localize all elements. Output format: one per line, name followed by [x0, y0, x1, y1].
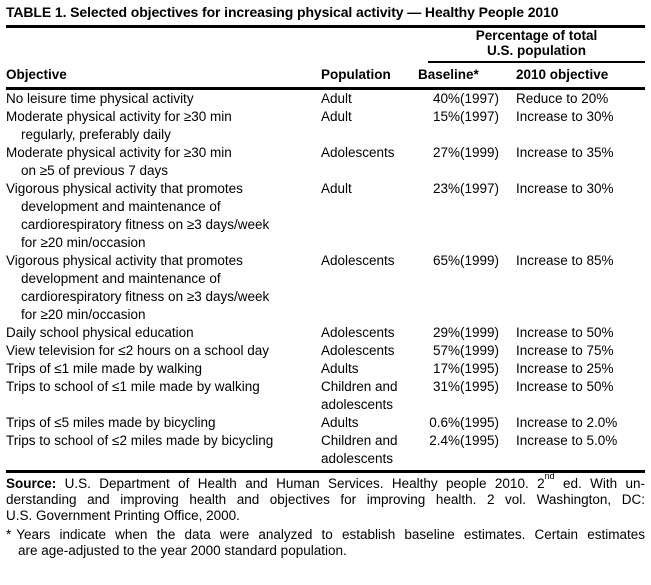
objective-line: Vigorous physical activity that promotes: [6, 181, 243, 196]
objective-line: View television for ≤2 hours on a school day: [6, 343, 270, 358]
objective-line: for ≥20 min/occasion: [21, 235, 146, 250]
objective-cell: [6, 89, 321, 109]
objective-cell: [6, 360, 321, 378]
table-row: [6, 108, 645, 144]
baseline-year-cell: (1995): [460, 361, 500, 376]
baseline-value-cell: 40%: [432, 91, 460, 106]
objectives-table: [6, 28, 645, 468]
objective-cell: [6, 252, 321, 324]
header-span-row: [6, 28, 645, 63]
span-header-line1: Percentage of total: [475, 28, 598, 43]
source-line: [6, 470, 646, 492]
table-row: [6, 144, 645, 180]
objective-line: Vigorous physical activity that promotes: [6, 253, 243, 268]
population-cell: [321, 252, 418, 324]
baseline-value-cell: 65%: [432, 253, 460, 268]
source-label: Source:: [6, 476, 57, 491]
baseline-value-cell: 17%: [432, 361, 460, 376]
table-row: [6, 378, 645, 414]
target-cell: Increase to 50%: [516, 325, 614, 340]
population-cell: [321, 180, 418, 252]
objective-cell: [6, 324, 321, 342]
population-cell: [321, 342, 418, 360]
footnote-text: Years indicate when the data were analyzed to establish baseline estimates. Certain estimates: [16, 527, 645, 542]
header-empty-cell: [6, 28, 418, 63]
objective-line: Moderate physical activity for ≥30 min: [6, 109, 232, 124]
baseline-year-cell: (1999): [460, 325, 500, 340]
footnote-line: [6, 527, 645, 543]
target-cell: Increase to 30%: [516, 181, 614, 196]
source-text: U.S. Department of Health and Human Services. Healthy people 2010. 2: [56, 476, 545, 491]
population-line: Adults: [321, 415, 359, 430]
population-line: adolescents: [321, 451, 394, 466]
baseline-value-cell: 2.4%: [429, 433, 460, 448]
objective-line: Trips to school of ≤2 miles made by bicycling: [6, 433, 274, 448]
objective-line: cardiorespiratory fitness on ≥3 days/week: [21, 289, 270, 304]
baseline-footnote: [6, 527, 645, 559]
target-cell: Increase to 85%: [516, 253, 614, 268]
objective-line: Trips of ≤1 mile made by walking: [6, 361, 202, 376]
table-row: [6, 252, 645, 324]
baseline-value-cell: 57%: [432, 343, 460, 358]
baseline-year-cell: (1999): [460, 343, 500, 358]
baseline-value-cell: 29%: [432, 325, 460, 340]
table-row: [6, 414, 645, 432]
population-cell: [321, 108, 418, 144]
baseline-year-cell: (1999): [460, 145, 500, 160]
population-line: Adult: [321, 91, 352, 106]
source-superscript: nd: [544, 470, 555, 481]
baseline-year-cell: (1995): [460, 379, 500, 394]
baseline-year-cell: (1997): [460, 181, 500, 196]
population-cell: [321, 89, 418, 109]
footnote-asterisk: *: [6, 527, 12, 542]
population-line: adolescents: [321, 397, 394, 412]
objective-cell: [6, 378, 321, 414]
col-header-baseline: Baseline*: [418, 63, 516, 89]
population-line: Adults: [321, 361, 359, 376]
objective-line: cardiorespiratory fitness on ≥3 days/week: [21, 217, 270, 232]
source-text: ed. With un-: [554, 476, 646, 491]
population-line: Adolescents: [321, 145, 395, 160]
objective-line: development and maintenance of: [21, 271, 221, 286]
population-line: Adult: [321, 109, 352, 124]
table-title: TABLE 1. Selected objectives for increasing physical activity — Healthy People 2010: [6, 2, 645, 28]
target-cell: Increase to 35%: [516, 145, 614, 160]
baseline-year-cell: (1997): [460, 109, 500, 124]
table-row: [6, 360, 645, 378]
population-line: Children and: [321, 433, 398, 448]
objective-line: Daily school physical education: [6, 325, 194, 340]
objective-cell: [6, 414, 321, 432]
objective-line: development and maintenance of: [21, 199, 221, 214]
population-cell: [321, 432, 418, 468]
table-row: [6, 342, 645, 360]
baseline-value-cell: 0.6%: [429, 415, 460, 430]
population-line: Children and: [321, 379, 398, 394]
target-cell: Increase to 25%: [516, 361, 614, 376]
population-cell: [321, 360, 418, 378]
target-cell: Increase to 2.0%: [516, 415, 618, 430]
baseline-year-cell: (1997): [460, 91, 500, 106]
objective-line: on ≥5 of previous 7 days: [21, 163, 168, 178]
objective-line: No leisure time physical activity: [6, 91, 194, 106]
population-line: Adolescents: [321, 343, 395, 358]
population-cell: [321, 144, 418, 180]
table-body: [6, 89, 645, 469]
source-line: derstanding and improving health and objectives for improving health. 2 vol. Washington, DC:: [6, 492, 645, 507]
col-header-objective: Objective: [6, 63, 321, 89]
table-row: [6, 324, 645, 342]
population-line: Adolescents: [321, 325, 395, 340]
col-header-2010-objective: 2010 objective: [516, 63, 645, 89]
population-cell: [321, 378, 418, 414]
baseline-value-cell: 31%: [432, 379, 460, 394]
population-cell: [321, 324, 418, 342]
baseline-year-cell: (1999): [460, 253, 500, 268]
table-row: [6, 432, 645, 468]
objective-cell: [6, 432, 321, 468]
header-percentage-span-cell: [418, 28, 645, 63]
span-header-line2: U.S. population: [487, 43, 586, 58]
objective-line: Trips of ≤5 miles made by bicycling: [6, 415, 216, 430]
population-line: Adolescents: [321, 253, 395, 268]
table-header: [6, 28, 645, 89]
target-cell: Increase to 30%: [516, 109, 614, 124]
target-cell: Increase to 75%: [516, 343, 614, 358]
span-header-percentage: [428, 28, 645, 63]
target-cell: Increase to 5.0%: [516, 433, 618, 448]
table-row: [6, 180, 645, 252]
objective-line: Trips to school of ≤1 mile made by walking: [6, 379, 260, 394]
objective-line: Moderate physical activity for ≥30 min: [6, 145, 232, 160]
baseline-value-cell: 23%: [432, 181, 460, 196]
objective-cell: [6, 342, 321, 360]
baseline-year-cell: (1995): [460, 433, 500, 448]
baseline-year-cell: (1995): [460, 415, 500, 430]
col-header-population: Population: [321, 63, 418, 89]
table-row: [6, 89, 645, 109]
footnote-line: are age-adjusted to the year 2000 standard population.: [18, 543, 347, 558]
objective-line: for ≥20 min/occasion: [21, 307, 146, 322]
baseline-value-cell: 15%: [432, 109, 460, 124]
header-row: [6, 63, 645, 89]
target-cell: Increase to 50%: [516, 379, 614, 394]
target-cell: Reduce to 20%: [516, 91, 609, 106]
objective-cell: [6, 144, 321, 180]
objective-cell: [6, 108, 321, 144]
source-note: [6, 470, 646, 524]
source-line: U.S. Government Printing Office, 2000.: [6, 508, 240, 523]
baseline-value-cell: 27%: [432, 145, 460, 160]
objective-line: regularly, preferably daily: [21, 127, 171, 142]
objective-cell: [6, 180, 321, 252]
population-line: Adult: [321, 181, 352, 196]
population-cell: [321, 414, 418, 432]
